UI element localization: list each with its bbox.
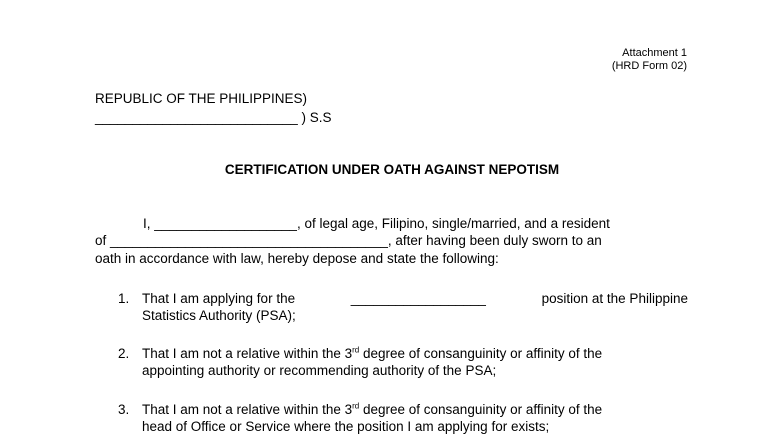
item-3-line-1 [142,401,688,418]
list-item-3 [118,401,688,436]
attachment-label [612,47,687,73]
ss-label: ) S.S [301,110,332,125]
attachment-number: Attachment 1 [622,47,687,59]
name-blank: ___________________ [154,216,297,231]
item-3-text-b: degree of consanguinity or affinity of the [359,402,603,417]
ordinal-suffix: rd [352,401,360,411]
intro-of [95,232,602,249]
item-3-text-a: That I am not a relative within the 3 [142,402,353,417]
position-blank: __________________ [350,291,486,306]
document-title: CERTIFICATION UNDER OATH AGAINST NEPOTISM [224,162,560,177]
intro-line-2 [95,232,688,249]
item-2-line-2: appointing authority or recommending authority of the PSA; [142,363,497,379]
item-3-line-2: head of Office or Service where the position I am applying for exists; [142,419,550,435]
ss-blank: ___________________________ [95,110,298,125]
item-number: 3. [118,402,130,417]
form-code: (HRD Form 02) [611,60,687,72]
item-1-line-2: Statistics Authority (PSA); [142,308,296,324]
item-body [142,345,688,380]
item-2-text-a: That I am not a relative within the 3 [142,346,353,361]
item-3-text-a-wrap [142,401,602,418]
intro-i-text: I, [143,216,151,231]
ss-line [95,108,332,127]
item-number: 1. [118,291,130,306]
list-item-2 [118,345,688,380]
intro-of-text: of [95,233,107,249]
item-number: 2. [118,346,130,361]
item-1-text-b: position at the Philippine [541,291,688,306]
item-1-line-1 [142,290,688,307]
intro-line2-text: , after having been duly sworn to an [387,233,602,249]
intro-line-3: oath in accordance with law, hereby depose and state the following: [95,250,499,266]
item-1-text-a: That I am applying for the [142,291,296,306]
item-body [142,401,688,436]
list-item-1 [118,290,688,325]
republic-line: REPUBLIC OF THE PHILIPPINES) [95,91,308,106]
intro-line-1 [95,215,688,232]
intro-line1-text: , of legal age, Filipino, single/married, and a resident [296,216,610,231]
address-blank: _____________________________________ [110,233,388,249]
item-2-text-b: degree of consanguinity or affinity of the [359,346,603,361]
item-body [142,290,688,325]
item-2-line-1 [142,345,688,362]
intro-i [95,215,610,232]
venue-header [95,89,332,127]
intro-paragraph [95,215,688,267]
ordinal-suffix: rd [352,345,360,355]
item-2-text-a-wrap [142,345,602,362]
